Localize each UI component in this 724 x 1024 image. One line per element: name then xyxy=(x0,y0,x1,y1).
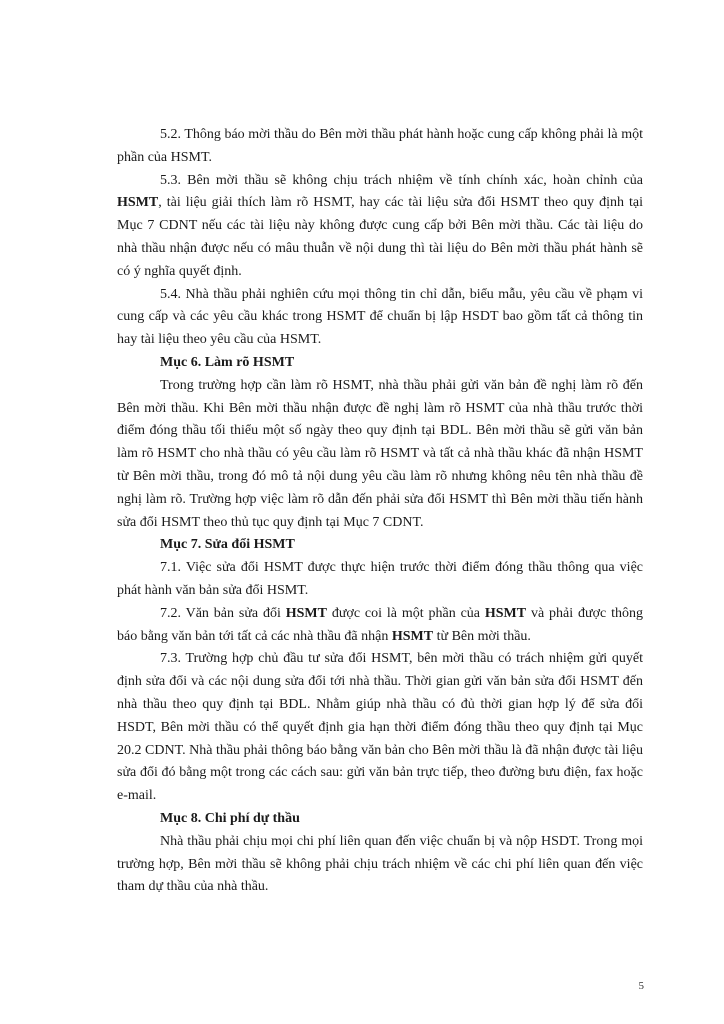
text-run: 7.1. Việc sửa đổi HSMT được thực hiện trước thời điểm đóng thầu thông qua việc phát hành văn bản sửa đổi HSMT. xyxy=(117,560,643,598)
text-run: 7.3. Trường hợp chủ đầu tư sửa đổi HSMT, bên mời thầu có trách nhiệm gửi quyết định sửa đổi và các nội dung sửa đổi tới nhà thầu. Thời gian gửi văn bản sửa đổi HSMT đến nhà thầu theo quy định tại BDL. Nhằm giúp nhà thầu có đủ thời gian hợp lý để sửa đổi HSDT, Bên mời thầu có thể quyết định gia hạn thời điểm đóng thầu theo quy định tại Mục 20.2 CDNT. Nhà thầu phải thông báo bằng văn bản cho Bên mời thầu là đã nhận được tài liệu sửa đổi đó bằng một trong các cách sau: gửi văn bản trực tiếp, theo đường bưu điện, fax hoặc e-mail. xyxy=(117,651,643,804)
bold-term: HSMT xyxy=(391,628,434,644)
text-run: Mục 8. Chi phí dự thầu xyxy=(160,810,300,826)
section-heading xyxy=(117,808,643,831)
section-heading xyxy=(117,352,643,375)
bold-term: HSMT xyxy=(484,605,527,621)
body-paragraph xyxy=(117,557,643,603)
page-number: 5 xyxy=(638,980,644,992)
text-run: 5.4. Nhà thầu phải nghiên cứu mọi thông tin chỉ dẫn, biểu mẫu, yêu cầu về phạm vi cung cấp và các yêu cầu khác trong HSMT để chuẩn bị lập HSDT bao gồm tất cả thông tin hay tài liệu theo yêu cầu của HSMT. xyxy=(117,286,643,348)
section-heading xyxy=(117,534,643,557)
body-paragraph xyxy=(117,284,643,352)
body-paragraph xyxy=(117,170,643,284)
document-body xyxy=(117,124,643,899)
text-run: và phải được thông báo bằng văn bản tới tất cả các nhà thầu đã nhận xyxy=(117,605,643,644)
text-run: Mục 7. Sửa đổi HSMT xyxy=(160,537,295,553)
text-run: Mục 6. Làm rõ HSMT xyxy=(160,354,295,370)
bold-term: HSMT xyxy=(117,195,159,211)
text-run: từ Bên mời thầu. xyxy=(433,628,531,644)
text-run: 5.2. Thông báo mời thầu do Bên mời thầu phát hành hoặc cung cấp không phải là một phần của HSMT. xyxy=(117,127,643,165)
body-paragraph xyxy=(117,124,643,170)
text-run: được coi là một phần của xyxy=(326,605,485,621)
text-run: Trong trường hợp cần làm rõ HSMT, nhà thầu phải gửi văn bản đề nghị làm rõ đến Bên mời thầu. Khi Bên mời thầu nhận được đề nghị làm rõ HSMT của nhà thầu trước thời điểm đóng thầu tối thiểu một số ngày theo quy định tại BDL. Bên mời thầu sẽ gửi văn bản làm rõ HSMT cho nhà thầu có yêu cầu làm rõ HSMT và tất cả nhà thầu khác đã nhận HSMT từ Bên mời thầu, trong đó mô tả nội dung yêu cầu làm rõ nhưng không nêu tên nhà thầu đề nghị làm rõ. Trường hợp việc làm rõ dẫn đến phải sửa đổi HSMT thì Bên mời thầu tiến hành sửa đổi HSMT theo thủ tục quy định tại Mục 7 CDNT. xyxy=(117,377,643,530)
text-run: Nhà thầu phải chịu mọi chi phí liên quan đến việc chuẩn bị và nộp HSDT. Trong mọi trường hợp, Bên mời thầu sẽ không phải chịu trách nhiệm về các chi phí liên quan đến việc tham dự thầu của nhà thầu. xyxy=(117,833,643,895)
body-paragraph xyxy=(117,603,643,649)
text-run: , tài liệu giải thích làm rõ HSMT, hay các tài liệu sửa đổi HSMT theo quy định tại Mục 7 CDNT nếu các tài liệu này không được cung cấp bởi Bên mời thầu. Các tài liệu do nhà thầu nhận được nếu có mâu thuẫn về nội dung thì tài liệu do Bên mời thầu phát hành sẽ có ý nghĩa quyết định. xyxy=(117,195,643,279)
body-paragraph xyxy=(117,831,643,899)
text-run: 5.3. Bên mời thầu sẽ không chịu trách nhiệm về tính chính xác, hoàn chỉnh của xyxy=(160,172,643,188)
bold-term: HSMT xyxy=(285,605,327,621)
text-run: 7.2. Văn bản sửa đổi xyxy=(160,605,286,621)
body-paragraph xyxy=(117,375,643,535)
body-paragraph xyxy=(117,648,643,808)
